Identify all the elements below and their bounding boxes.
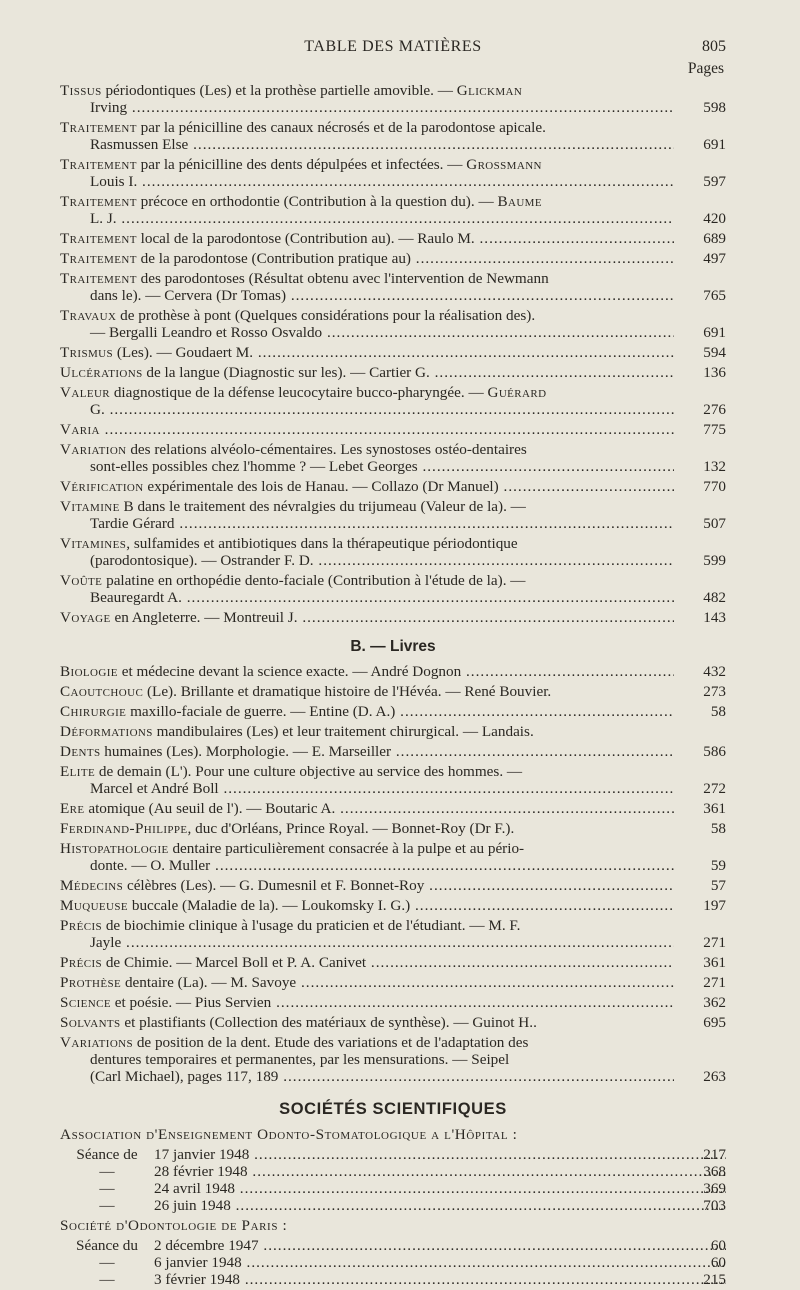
seance-date: 17 janvier 1948 ..... [154, 1146, 726, 1163]
entry-page-number: 58 [710, 820, 726, 837]
entry-text: Trismus (Les). — Goudaert M. ..... [60, 344, 674, 361]
seance-lead: — [99, 1163, 115, 1180]
toc-entry [60, 609, 726, 626]
entry-first-line: Tissus périodontiques (Les) et la prothèse partielle amovible. — Glickman [60, 82, 523, 99]
seance-page-number: 703 [703, 1197, 726, 1214]
entry-continuation: Louis I. ..... [60, 173, 674, 190]
toc-entry [60, 917, 726, 951]
toc-entry [60, 994, 726, 1011]
seance-date: 2 décembre 1947 ..... [154, 1237, 726, 1254]
entry-continuation: sont-elles possibles chez l'homme ? — Lebet Georges ..... [60, 458, 674, 475]
entry-author: Glickman [456, 82, 523, 99]
entry-page-number: 136 [703, 364, 726, 381]
toc-entry [60, 820, 726, 837]
seance-row [60, 1271, 726, 1288]
entry-head: Chirurgie [60, 703, 127, 720]
seance-page-number: 368 [703, 1163, 726, 1180]
entry-page-number: 57 [710, 877, 726, 894]
entry-page-number: 132 [703, 458, 726, 475]
seance-page-number: 369 [703, 1180, 726, 1197]
entry-continuation: G. ..... [60, 401, 674, 418]
entry-text: Ulcérations de la langue (Diagnostic sur les). — Cartier G. ..... [60, 364, 674, 381]
entry-text: Muqueuse buccale (Maladie de la). — Loukomsky I. G.) ..... [60, 897, 674, 914]
toc-entry [60, 535, 726, 569]
entry-head: Valeur [60, 384, 111, 401]
entry-head: Caoutchouc [60, 683, 144, 700]
entry-continuation: donte. — O. Muller ..... [60, 857, 674, 874]
seance-row [60, 1197, 726, 1214]
entry-head: Vérification [60, 478, 144, 495]
entry-head: Ulcérations [60, 364, 143, 381]
entry-first-line: Précis de biochimie clinique à l'usage du praticien et de l'étudiant. — M. F. [60, 917, 521, 934]
entry-text: Traitement de la parodontose (Contribution pratique au) ..... [60, 250, 674, 267]
books-list [60, 663, 726, 1085]
entry-first-line: Variation des relations alvéolo-cémentaires. Les synostoses ostéo-dentaires [60, 441, 527, 458]
entry-head: Vitamine [60, 498, 120, 515]
entry-first-line: Vitamine B dans le traitement des névralgies du trijumeau (Valeur de la). — [60, 498, 526, 515]
entry-head: Science [60, 994, 111, 1011]
entry-continuation: Tardie Gérard ..... [60, 515, 674, 532]
entry-continuation: dans le). — Cervera (Dr Tomas) ..... [60, 287, 674, 304]
entry-page-number: 362 [703, 994, 726, 1011]
entry-text: Déformations mandibulaires (Les) et leur traitement chirurgical. — Landais. [60, 723, 534, 740]
seance-lead: — [99, 1180, 115, 1197]
entry-text: Voyage en Angleterre. — Montreuil J. ..... [60, 609, 674, 626]
toc-entry [60, 800, 726, 817]
toc-entry [60, 364, 726, 381]
toc-entry [60, 763, 726, 797]
seance-lead: — [99, 1197, 115, 1214]
entry-page-number: 361 [703, 954, 726, 971]
entry-head: Travaux [60, 307, 117, 324]
entry-head: Précis [60, 917, 103, 934]
entry-head: Biologie [60, 663, 118, 680]
entry-head: Variation [60, 441, 127, 458]
entry-continuation: dentures temporaires et permanentes, par les mensurations. — Seipel [90, 1051, 510, 1068]
entry-head: Déformations [60, 723, 153, 740]
entry-head: Histopathologie [60, 840, 169, 857]
entry-first-line: Traitement précoce en orthodontie (Contribution à la question du). — Baume [60, 193, 542, 210]
articles-list [60, 82, 726, 626]
entry-head: Traitement [60, 119, 137, 136]
entry-text [60, 421, 674, 438]
pages-column-label: Pages [687, 60, 724, 77]
toc-entry [60, 421, 726, 438]
entry-text: Solvants et plastifiants (Collection des matériaux de synthèse). — Guinot H.. [60, 1014, 537, 1031]
entry-first-line: Voûte palatine en orthopédie dento-faciale (Contribution à l'étude de la). — [60, 572, 526, 589]
entry-continuation: (parodontosique). — Ostrander F. D. ..... [60, 552, 674, 569]
entry-text: Caoutchouc (Le). Brillante et dramatique histoire de l'Hévéa. — René Bouvier. [60, 683, 552, 700]
society-name: Société d'Odontologie de Paris : [60, 1217, 288, 1234]
entry-first-line: Traitement par la pénicilline des dents dépulpées et infectées. — Grossmann [60, 156, 542, 173]
entry-text: Vérification expérimentale des lois de Hanau. — Collazo (Dr Manuel) ..... [60, 478, 674, 495]
entry-page-number: 271 [703, 974, 726, 991]
entry-head: Traitement [60, 193, 137, 210]
toc-entry [60, 156, 726, 190]
entry-head: Tissus [60, 82, 102, 99]
entry-page-number: 765 [703, 287, 726, 304]
toc-entry [60, 119, 726, 153]
entry-page-number: 143 [703, 609, 726, 626]
entry-head: Elite [60, 763, 96, 780]
seance-date: 28 février 1948 ..... [154, 1163, 726, 1180]
toc-entry [60, 954, 726, 971]
entry-first-line: Valeur diagnostique de la défense leucocytaire bucco-pharyngée. — Guérard [60, 384, 547, 401]
toc-entry [60, 703, 726, 720]
seance-row [60, 1237, 726, 1254]
entry-head: Varia [60, 421, 100, 438]
entry-first-line: Vitamines, sulfamides et antibiotiques dans la thérapeutique périodontique [60, 535, 518, 552]
toc-entry [60, 250, 726, 267]
entry-continuation: Jayle ..... [60, 934, 674, 951]
entry-text: Science et poésie. — Pius Servien ..... [60, 994, 674, 1011]
seance-date: 3 février 1948 ..... [154, 1271, 726, 1288]
entry-page-number: 599 [703, 552, 726, 569]
entry-page-number: 272 [703, 780, 726, 797]
entry-page-number: 276 [703, 401, 726, 418]
entry-head: Prothèse [60, 974, 122, 991]
toc-entry [60, 441, 726, 475]
entry-author: Grossmann [466, 156, 542, 173]
entry-head: Voûte [60, 572, 103, 589]
toc-entry [60, 193, 726, 227]
entry-page-number: 594 [703, 344, 726, 361]
page-title: TABLE DES MATIÈRES [304, 38, 482, 55]
seance-page-number: 217 [703, 1146, 726, 1163]
page-number: 805 [702, 38, 726, 55]
entry-continuation: Marcel et André Boll ..... [60, 780, 674, 797]
entry-author: Baume [497, 193, 542, 210]
entry-head: Ere [60, 800, 85, 817]
entry-page-number: 507 [703, 515, 726, 532]
entry-page-number: 432 [703, 663, 726, 680]
seance-row [60, 1146, 726, 1163]
entry-continuation: Rasmussen Else ..... [60, 136, 674, 153]
entry-page-number: 263 [703, 1068, 726, 1085]
entry-continuation: (Carl Michael), pages 117, 189 ..... [60, 1068, 674, 1085]
entry-head: Voyage [60, 609, 111, 626]
entry-text: Biologie et médecine devant la science exacte. — André Dognon ..... [60, 663, 674, 680]
seance-page-number: 60 [710, 1254, 726, 1271]
page-header [60, 38, 726, 58]
seance-lead: — [99, 1271, 115, 1288]
toc-entry [60, 840, 726, 874]
entry-page-number: 586 [703, 743, 726, 760]
toc-entry [60, 743, 726, 760]
toc-entry [60, 82, 726, 116]
entry-page-number: 597 [703, 173, 726, 190]
entry-text: Chirurgie maxillo-faciale de guerre. — Entine (D. A.) ..... [60, 703, 674, 720]
entry-head: Traitement [60, 156, 137, 173]
entry-head: Solvants [60, 1014, 121, 1031]
entry-page-number: 689 [703, 230, 726, 247]
entry-first-line: Traitement par la pénicilline des canaux nécrosés et de la parodontose apicale. [60, 119, 546, 136]
seance-date: 24 avril 1948 ..... [154, 1180, 726, 1197]
toc-entry [60, 307, 726, 341]
toc-entry [60, 270, 726, 304]
toc-entry [60, 1034, 726, 1085]
entry-first-line: Travaux de prothèse à pont (Quelques considérations pour la réalisation des). [60, 307, 536, 324]
entry-head: Médecins [60, 877, 124, 894]
entry-head: Précis [60, 954, 103, 971]
toc-entry [60, 478, 726, 495]
seance-page-number: 60 [710, 1237, 726, 1254]
entry-page-number: 482 [703, 589, 726, 606]
seance-row [60, 1180, 726, 1197]
entry-head: Traitement [60, 230, 137, 247]
toc-entry [60, 498, 726, 532]
entry-page-number: 770 [703, 478, 726, 495]
entry-text: Prothèse dentaire (La). — M. Savoye ..... [60, 974, 674, 991]
toc-entry [60, 344, 726, 361]
entry-head: Dents [60, 743, 101, 760]
entry-head: Traitement [60, 250, 137, 267]
seance-date: 6 janvier 1948 ..... [154, 1254, 726, 1271]
entry-continuation: L. J. ..... [60, 210, 674, 227]
entry-first-line: Traitement des parodontoses (Résultat obtenu avec l'intervention de Newmann [60, 270, 549, 287]
entry-head: Trismus [60, 344, 114, 361]
toc-entry [60, 572, 726, 606]
toc-entry [60, 897, 726, 914]
toc-entry [60, 230, 726, 247]
toc-entry [60, 663, 726, 680]
toc-entry [60, 1014, 726, 1031]
entry-continuation: Irving ..... [60, 99, 674, 116]
section-heading-societes: SOCIÉTÉS SCIENTIFIQUES [279, 1100, 507, 1118]
entry-first-line: Elite de demain (L'). Pour une culture objective au service des hommes. — [60, 763, 523, 780]
entry-text: Dents humaines (Les). Morphologie. — E. Marseiller ..... [60, 743, 674, 760]
societies-list [60, 1126, 726, 1288]
entry-text: Traitement local de la parodontose (Contribution au). — Raulo M. ..... [60, 230, 674, 247]
entry-page-number: 497 [703, 250, 726, 267]
entry-page-number: 695 [703, 1014, 726, 1031]
entry-head: Variations [60, 1034, 134, 1051]
entry-page-number: 775 [703, 421, 726, 438]
toc-entry [60, 683, 726, 700]
seance-row [60, 1163, 726, 1180]
entry-head: Ferdinand-Philippe [60, 820, 188, 837]
seance-lead: Séance de [76, 1146, 138, 1163]
section-heading-livres: B. — Livres [350, 638, 436, 655]
entry-page-number: 197 [703, 897, 726, 914]
entry-text: Médecins célèbres (Les). — G. Dumesnil et F. Bonnet-Roy ..... [60, 877, 674, 894]
toc-entry [60, 974, 726, 991]
entry-first-line: Variations de position de la dent. Etude des variations et de l'adaptation des [60, 1034, 529, 1051]
seance-lead: — [99, 1254, 115, 1271]
entry-page-number: 598 [703, 99, 726, 116]
seance-row [60, 1254, 726, 1271]
entry-page-number: 271 [703, 934, 726, 951]
entry-head: Vitamines [60, 535, 127, 552]
entry-page-number: 691 [703, 136, 726, 153]
entry-continuation: — Bergalli Leandro et Rosso Osvaldo ..... [60, 324, 674, 341]
toc-entry [60, 877, 726, 894]
entry-text: Ere atomique (Au seuil de l'). — Boutaric A. ..... [60, 800, 674, 817]
society-name: Association d'Enseignement Odonto-Stomatologique a l'Hôpital : [60, 1126, 518, 1143]
entry-page-number: 273 [703, 683, 726, 700]
entry-page-number: 59 [710, 857, 726, 874]
entry-continuation: Beauregardt A. ..... [60, 589, 674, 606]
entry-page-number: 361 [703, 800, 726, 817]
toc-content [60, 82, 726, 1288]
entry-head: Muqueuse [60, 897, 129, 914]
entry-first-line: Histopathologie dentaire particulièrement consacrée à la pulpe et au pério- [60, 840, 525, 857]
toc-entry [60, 384, 726, 418]
seance-date: 26 juin 1948 ..... [154, 1197, 726, 1214]
entry-author: Guérard [487, 384, 547, 401]
entry-page-number: 691 [703, 324, 726, 341]
seance-page-number: 215 [703, 1271, 726, 1288]
seance-lead: Séance du [76, 1237, 138, 1254]
entry-page-number: 420 [703, 210, 726, 227]
toc-entry [60, 723, 726, 740]
entry-text: Ferdinand-Philippe, duc d'Orléans, Prince Royal. — Bonnet-Roy (Dr F.). [60, 820, 515, 837]
entry-page-number: 58 [710, 703, 726, 720]
entry-text: Précis de Chimie. — Marcel Boll et P. A. Canivet ..... [60, 954, 674, 971]
entry-head: Traitement [60, 270, 137, 287]
